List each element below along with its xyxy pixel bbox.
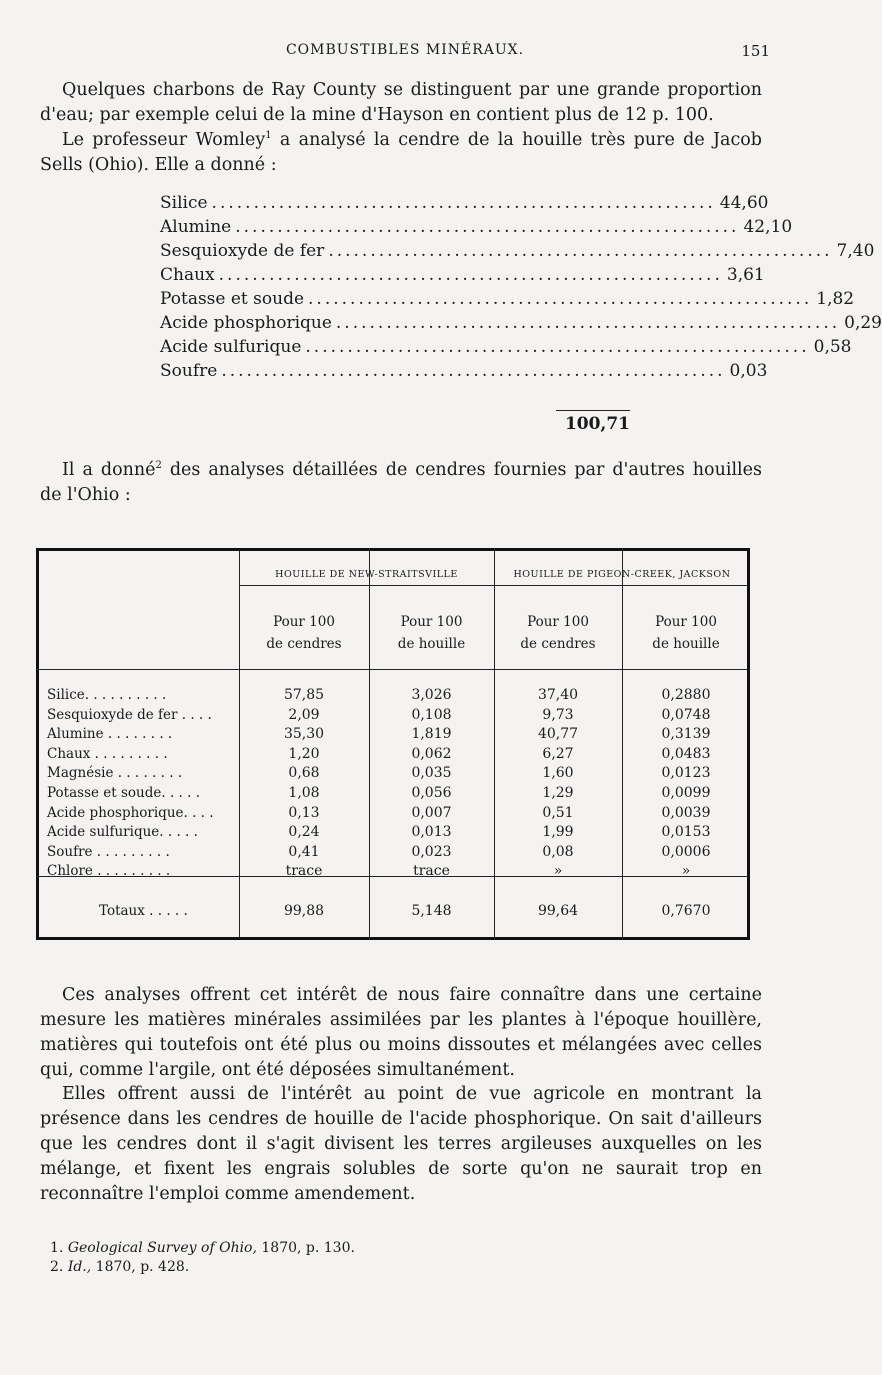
table-cell: 40,77 [537, 726, 579, 743]
ash-comparison-table [36, 548, 750, 940]
table-cell: » [681, 863, 691, 880]
component-value: 42,10 [743, 217, 793, 237]
table-cell: 0,3139 [661, 726, 711, 743]
total-rule [556, 410, 630, 411]
ash-list-item [160, 337, 852, 361]
running-header [40, 42, 770, 66]
table-cell: 3,026 [411, 687, 452, 703]
col-header [494, 611, 622, 655]
table-cell: 0,035 [411, 765, 452, 782]
table-cell: 1,08 [288, 785, 320, 801]
col-header-line: Pour 100 [527, 614, 589, 630]
ash-list-item [160, 217, 793, 241]
table-cell: 0,0748 [661, 706, 711, 723]
table-cell: 0,108 [411, 706, 452, 723]
ash-list-item [160, 361, 768, 385]
component-value: 0,29 [844, 313, 882, 333]
table-cell: 0,023 [411, 843, 452, 860]
col-header-line: de houille [652, 636, 720, 652]
ash-list-item [160, 193, 769, 217]
footnote-1 [50, 1240, 355, 1256]
table-cell: 9,73 [542, 706, 574, 723]
component-value: 7,40 [836, 241, 875, 261]
table-cell: 0,68 [288, 765, 320, 782]
footnote-source: Id., [67, 1259, 92, 1275]
col-header [239, 611, 369, 655]
component-value: 44,60 [719, 193, 769, 213]
col-header [622, 611, 750, 655]
table-cell: 0,0039 [661, 804, 711, 821]
col-header [369, 611, 494, 655]
paragraph-womley-end: a analysé la cendre de la houille très pure de Jacob Sells (Ohio). Elle a donné : [40, 130, 762, 175]
table-cell: 0,2880 [661, 687, 711, 703]
leader-dots: ............................................................ [335, 313, 841, 333]
totals-label: Totaux . . . . . [99, 903, 188, 919]
footnote-ref-2: 2 [155, 460, 162, 472]
header-rule [39, 669, 747, 670]
table-cell: 1,29 [542, 785, 574, 801]
group-header-pigeon-creek: HOUILLE DE PIGEON-CREEK, JACKSON [513, 569, 731, 580]
table-cell: 0,08 [542, 843, 574, 860]
ash-list-item [160, 241, 875, 265]
group-header-new-straitsville: HOUILLE DE NEW-STRAITSVILLE [275, 569, 458, 580]
table-cell: 0,013 [411, 824, 452, 841]
paragraph-womley-start: Le professeur Womley [62, 130, 266, 150]
footnote-source: Geological Survey of Ohio, [67, 1240, 257, 1256]
row-label: Sesquioxyde de fer . . . . [47, 706, 212, 723]
component-name: Acide sulfurique [160, 337, 302, 357]
table-cell: 0,0006 [661, 843, 711, 860]
component-name: Soufre [160, 361, 218, 381]
row-label: Magnésie . . . . . . . . [47, 765, 183, 782]
footnote-ref-1: 1 [265, 130, 272, 142]
table-cell: 0,056 [411, 785, 452, 801]
table-cell: 0,062 [411, 745, 452, 762]
table-cell: 6,27 [542, 745, 574, 762]
paragraph-agricultural: Elles offrent aussi de l'intérêt au point de vue agricole en montrant la présence dans les cendres de houille de l'acide phosphorique. On sait d'ailleurs que les cendres dont il s'agit divisent les terres argileuses auxquelles on les mélange, et fixent les engrais solubles de sorte qu'on ne saurait trop en reconnaître l'emploi comme amendement. [40, 1084, 762, 1204]
table-cell: » [553, 863, 563, 880]
component-name: Alumine [160, 217, 232, 237]
col-header-line: de cendres [520, 636, 596, 652]
component-value: 3,61 [726, 265, 765, 285]
component-name: Sesquioxyde de fer [160, 241, 325, 261]
row-label: Potasse et soude. . . . . [47, 785, 200, 801]
table-cell: 0,007 [411, 804, 452, 821]
table-cell: trace [285, 863, 323, 880]
table-cell: 0,0483 [661, 745, 711, 762]
paragraph-ohio-analyses [40, 458, 762, 508]
row-label: Soufre . . . . . . . . . [47, 843, 170, 860]
leader-dots: ............................................................ [218, 265, 723, 285]
table-cell: 0,0153 [661, 824, 711, 841]
row-label: Alumine . . . . . . . . [47, 726, 173, 743]
paragraph-ohio-end: des analyses détaillées de cendres fournies par d'autres houilles de l'Ohio : [40, 460, 762, 505]
footnote-2 [50, 1259, 189, 1275]
table-cell: 1,20 [288, 745, 320, 762]
totals-cell: 0,7670 [661, 903, 711, 919]
page-number: 151 [741, 42, 770, 60]
table-cell: 1,819 [411, 726, 452, 743]
totals-cell: 5,148 [411, 903, 452, 919]
component-value: 1,82 [816, 289, 855, 309]
table-cell: 0,24 [288, 824, 320, 841]
table-cell: 1,60 [542, 765, 574, 782]
table-cell: 2,09 [288, 706, 320, 723]
row-label: Chaux . . . . . . . . . [47, 745, 168, 762]
table-cell: 0,0099 [661, 785, 711, 801]
table-cell: 35,30 [283, 726, 325, 743]
row-label: Chlore . . . . . . . . . [47, 863, 171, 880]
leader-dots: ............................................................ [235, 217, 740, 237]
paragraph-ray-county: Quelques charbons de Ray County se distinguent par une grande proportion d'eau; par exemple celui de la mine d'Hayson en contient plus de 12 p. 100. [40, 80, 762, 125]
component-value: 0,03 [729, 361, 768, 381]
row-label: Acide sulfurique. . . . . [47, 824, 198, 841]
table-cell: 0,0123 [661, 765, 711, 782]
table-cell: 37,40 [537, 687, 579, 703]
footnote-detail: 1870, p. 130. [256, 1240, 355, 1256]
col-header-line: Pour 100 [400, 614, 463, 630]
col-header-line: Pour 100 [655, 614, 717, 630]
footnote-number: 2. [50, 1259, 64, 1275]
component-name: Chaux [160, 265, 215, 285]
leader-dots: ............................................................ [328, 241, 833, 261]
row-label: Acide phosphorique. . . . [47, 804, 214, 821]
footnote-detail: 1870, p. 428. [91, 1259, 190, 1275]
ash-list-item [160, 289, 855, 313]
table-cell: 57,85 [283, 687, 325, 703]
col-header-line: de houille [397, 636, 466, 652]
ash-total: 100,71 [564, 414, 630, 434]
ash-analysis-list [160, 193, 882, 385]
paragraph-womley [40, 128, 762, 178]
leader-dots: ............................................................ [308, 289, 813, 309]
component-name: Silice [160, 193, 208, 213]
table-cell: 0,41 [288, 843, 320, 860]
col-header-line: de cendres [266, 636, 342, 652]
table-cell: 1,99 [542, 824, 574, 841]
leader-dots: ............................................................ [211, 193, 716, 213]
table-cell: 0,13 [288, 804, 320, 821]
paragraph-interest: Ces analyses offrent cet intérêt de nous faire connaître dans une certaine mesure les matières minérales assimilées par les plantes à l'époque houillère, matières qui toutefois ont été plus ou moins dissoutes et mélangées avec celles qui, comme l'argile, ont été déposées simultanément. [40, 985, 762, 1080]
table-cell: 0,51 [542, 804, 574, 821]
totals-cell: 99,64 [537, 903, 579, 919]
ash-list-item [160, 313, 882, 337]
table-cell: trace [413, 863, 450, 880]
component-value: 0,58 [813, 337, 852, 357]
row-label: Silice. . . . . . . . . . [47, 687, 167, 703]
leader-dots: ............................................................ [221, 361, 726, 381]
component-name: Acide phosphorique [160, 313, 332, 333]
totals-cell: 99,88 [283, 903, 325, 919]
ash-list-item [160, 265, 765, 289]
paragraph-ohio-start: Il a donné [62, 460, 156, 480]
group-header-rule [239, 585, 747, 586]
footnote-number: 1. [50, 1240, 64, 1256]
col-header-line: Pour 100 [273, 614, 335, 630]
component-name: Potasse et soude [160, 289, 305, 309]
leader-dots: ............................................................ [305, 337, 810, 357]
running-title: COMBUSTIBLES MINÉRAUX. [285, 42, 525, 58]
